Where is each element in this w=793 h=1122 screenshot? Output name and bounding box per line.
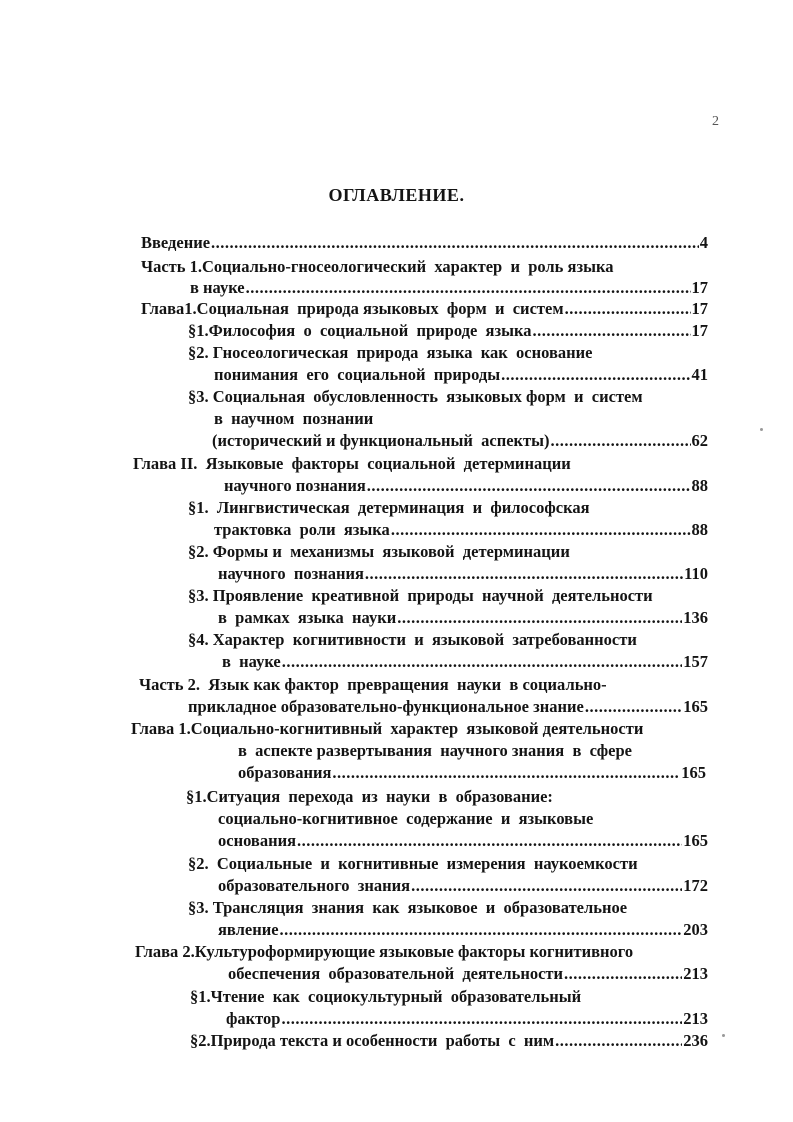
toc-entry-text: Часть 2. Язык как фактор превращения науки в социально- — [139, 675, 607, 694]
toc-entry — [226, 1008, 708, 1029]
scan-speck — [760, 428, 763, 431]
toc-entry-text: Часть 1.Социально-гносеологический характер и роль языка — [141, 257, 614, 276]
toc-entry — [188, 853, 708, 874]
dot-leader — [282, 1008, 683, 1029]
toc-entry — [238, 740, 670, 761]
dot-leader — [411, 875, 682, 896]
dot-leader — [501, 364, 690, 385]
toc-entry — [222, 651, 708, 672]
toc-entry-page: 110 — [684, 564, 708, 583]
toc-entry — [190, 277, 708, 298]
toc-entry — [190, 1030, 708, 1051]
toc-entry-page: 165 — [681, 763, 706, 782]
toc-entry-text: трактовка роли языка — [214, 520, 390, 539]
toc-entry-text: §1.Ситуация перехода из науки в образование: — [186, 787, 553, 806]
toc-entry-text: явление — [218, 920, 279, 939]
toc-entry — [141, 232, 708, 253]
toc-entry — [214, 519, 708, 540]
toc-entry-text: §2. Формы и механизмы языковой детерминации — [188, 542, 570, 561]
toc-entry-page: 172 — [683, 876, 708, 895]
toc-entry-text: §1. Лингвистическая детерминация и философская — [188, 498, 590, 517]
toc-entry — [188, 386, 700, 407]
dot-leader — [280, 919, 683, 940]
toc-entry-text: социально-когнитивное содержание и языковые — [218, 809, 594, 828]
page-number: 2 — [712, 114, 719, 129]
toc-entry-text: обеспечения образовательной деятельности — [228, 964, 564, 983]
toc-entry-text: прикладное образовательно-функциональное знание — [188, 697, 584, 716]
toc-entry — [188, 897, 706, 918]
dot-leader — [365, 563, 683, 584]
toc-entry — [190, 986, 628, 1007]
toc-entry — [218, 607, 708, 628]
toc-entry-text: §3. Социальная обусловленность языковых форм и систем — [188, 387, 643, 406]
dot-leader — [282, 651, 683, 672]
toc-entry-page: 88 — [691, 476, 708, 495]
toc-entry — [131, 718, 700, 739]
dot-leader — [564, 963, 682, 984]
toc-entry — [133, 453, 626, 474]
toc-entry-text: §4. Характер когнитивности и языковой затребованности — [188, 630, 637, 649]
toc-entry-text: Глава 1.Социально-когнитивный характер языковой деятельности — [131, 719, 644, 738]
toc-entry — [141, 256, 696, 277]
toc-entry — [188, 629, 688, 650]
toc-entry — [218, 808, 638, 829]
toc-entry — [139, 674, 658, 695]
toc-entry-text: фактор — [226, 1009, 281, 1028]
dot-leader — [246, 277, 691, 298]
toc-entry-text: §2.Природа текста и особенности работы с ним — [190, 1031, 555, 1050]
toc-entry-text: научного познания — [218, 564, 364, 583]
toc-entry-text: §3. Трансляция знания как языковое и образовательное — [188, 898, 628, 917]
toc-entry — [218, 563, 708, 584]
toc-entry-text: в рамках языка науки — [218, 608, 397, 627]
toc-entry-text: Глава1.Социальная природа языковых форм и систем — [141, 299, 564, 318]
dot-leader — [555, 1030, 682, 1051]
toc-entry — [224, 475, 708, 496]
scan-speck — [722, 1034, 725, 1037]
toc-entry-text: в науке — [190, 278, 245, 297]
dot-leader — [532, 320, 690, 341]
toc-entry-page: 62 — [691, 431, 708, 450]
toc-entry-text: §3. Проявление креативной природы научной деятельности — [188, 586, 653, 605]
toc-entry-text: основания — [218, 831, 297, 850]
dot-leader — [297, 830, 682, 851]
toc-entry — [228, 963, 708, 984]
toc-entry — [188, 541, 640, 562]
dot-leader — [585, 696, 682, 717]
toc-entry-text: понимания его социальной природы — [214, 365, 501, 384]
toc-entry-text: в науке — [222, 652, 281, 671]
toc-entry-page: 17 — [691, 299, 708, 318]
toc-entry-text: §1.Чтение как социокультурный образовательный — [190, 987, 582, 1006]
toc-entry-page: 136 — [683, 608, 708, 627]
toc-entry-page: 213 — [683, 1009, 708, 1028]
toc-entry — [186, 786, 596, 807]
toc-entry-text: Введение — [141, 233, 211, 252]
toc-entry-page: 41 — [691, 365, 708, 384]
toc-entry — [188, 320, 708, 341]
toc-entry — [141, 298, 708, 319]
toc-entry — [218, 830, 708, 851]
toc-entry — [188, 696, 708, 717]
toc-entry-text: образовательного знания — [218, 876, 411, 895]
dot-leader — [367, 475, 691, 496]
toc-entry — [188, 497, 636, 518]
toc-entry-page: 4 — [699, 233, 708, 252]
dot-leader — [332, 762, 680, 783]
toc-entry-text: §2. Социальные и когнитивные измерения наукоемкости — [188, 854, 638, 873]
toc-entry — [218, 875, 708, 896]
toc-entry-page: 157 — [683, 652, 708, 671]
toc-entry — [218, 919, 708, 940]
dot-leader — [391, 519, 691, 540]
toc-entry-page: 165 — [683, 697, 708, 716]
toc-entry-text: (исторический и функциональный аспекты) — [212, 431, 550, 450]
toc-entry-text: научного познания — [224, 476, 366, 495]
dot-leader — [397, 607, 682, 628]
toc-entry-page: 165 — [683, 831, 708, 850]
toc-entry — [214, 364, 708, 385]
toc-entry-text: образования — [238, 763, 332, 782]
toc-entry — [238, 762, 706, 783]
dot-leader — [211, 232, 699, 253]
toc-entry-text: в научном познании — [214, 409, 374, 428]
toc-entry — [212, 430, 708, 451]
toc-entry-page: 17 — [691, 321, 708, 340]
toc-entry-text: Глава II. Языковые факторы социальной детерминации — [133, 454, 571, 473]
toc-title: ОГЛАВЛЕНИЕ. — [328, 185, 465, 205]
toc-entry — [214, 408, 400, 429]
toc-entry-text: Глава 2.Культуроформирующие языковые факторы когнитивного — [135, 942, 634, 961]
toc-entry — [188, 585, 706, 606]
toc-entry-page: 17 — [691, 278, 708, 297]
toc-entry-page: 213 — [683, 964, 708, 983]
toc-entry — [135, 941, 694, 962]
toc-entry-text: в аспекте развертывания научного знания в сфере — [238, 741, 632, 760]
dot-leader — [551, 430, 691, 451]
toc-entry-text: §2. Гносеологическая природа языка как основание — [188, 343, 593, 362]
toc-entry-page: 88 — [691, 520, 708, 539]
toc-entry — [188, 342, 640, 363]
toc-entry-text: §1.Философия о социальной природе языка — [188, 321, 532, 340]
dot-leader — [565, 298, 691, 319]
toc-entry-page: 203 — [683, 920, 708, 939]
toc-entry-page: 236 — [683, 1031, 708, 1050]
